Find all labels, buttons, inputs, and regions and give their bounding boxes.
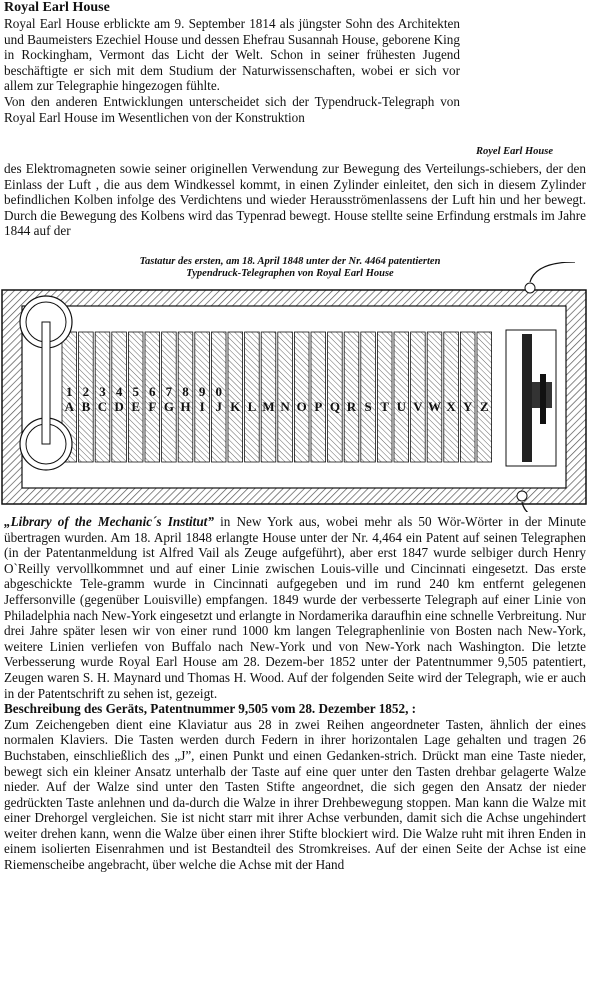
figure-caption-line-2: Typendruck-Telegraphen von Royal Earl House [186,268,394,279]
terminal-top [525,283,535,293]
digit-label: 7 [165,384,173,399]
letter-label: F [148,399,157,414]
right-mechanism [506,330,556,466]
digit-label: 1 [66,384,73,399]
letter-label: J [215,399,222,414]
letter-label: M [262,399,275,414]
paragraph-2-start: Von den anderen Entwicklungen unterscheidet sich der Typendruck-Telegraph von Royal Earl House im Wesentlichen von der Konstruktion [4,93,460,125]
page-title: Royal Earl House [4,0,110,15]
digit-label: 6 [149,384,156,399]
letter-label: G [163,399,174,414]
digit-label: 4 [115,384,123,399]
letter-label: P [314,399,323,414]
key-strip [228,332,243,462]
key-strip [444,332,459,462]
digit-label: 9 [198,384,206,399]
main-text-block [4,514,586,873]
letter-label: Y [463,399,473,414]
key-strip [477,332,492,462]
portrait-caption: Royel Earl House [476,146,554,157]
key-strip [261,332,276,462]
letter-label: T [380,399,390,414]
letter-label: O [296,399,307,414]
key-strip [245,332,260,462]
letter-label: H [180,399,191,414]
key-strip [278,332,293,462]
terminal-bottom [517,491,527,501]
letter-label: Z [479,399,489,414]
keyboard-illustration [0,262,590,512]
history-text: in New York aus, wobei mehr als 50 Wör-Wörter in der Minute übertragen wurden. Am 18. April 1848 erlangte House unter der Nr. 4,464 ein Patent auf seinen Telegraphen (in der Patentanmeldung ist Alfred Vail als Zeuge aufgeführt), aber erst 1847 wurde selbiger durch Henry O`Reilly vervollkommnet und auf einer Linie zwischen Louis-ville und Cincinnati eingesetzt. Das erste abgeschickte Tele-gramm wurde in Cincinnati aufgegeben und im rund 240 km entfernt gelegenen Jeffersonville (gegenüber Louisville) empfangen. 1849 wurde der verbesserte Telegraph auf einer Linie von Philadelphia nach New-York eingesetzt und erlangte in Nordamerika daraufhin eine schnelle Verbreitung. Nur drei Jahre später lesen wir von einer rund 1000 km langen Telegraphenlinie von Bosten nach New-York, weitere Linien verliefen von Buffalo nach New-York und von New-York nach Washington. Die letzte Verbesserung wurde Royal Earl House am 28. Dezem-ber 1852 unter der Patentnummer 9,505 patentiert, Zeugen waren S. H. Maynard und Thomas H. Wood. Auf der folgenden Seite wird der Telegraph, wie er auch in der Patentschrift zu sehen ist, gezeigt. [4,514,587,701]
key-strip [294,332,309,462]
digit-label: 2 [82,384,90,399]
digit-label: 0 [215,384,222,399]
intro-paragraph [4,16,460,125]
letter-label: S [364,399,372,414]
key-strip [328,332,343,462]
portrait-image [470,2,586,142]
letter-label: X [446,399,456,414]
paragraph-2-rest: des Elektromagneten sowie seiner originellen Verwendung zur Bewegung des Verteilungs-schiebers, der den Einlass der Luft , die aus dem Windkessel kommt, in einen Zylinder einleitet, den sich in diesem Zylinder befindlichen Kolben infolge des Verdichtens und wieder Herausströmenlassens der Luft hin und her bewegt. Durch die Bewegung des Kolbens wird das Typenrad bewegt. House stellte seine Erfindung erstmals im Jahre 1844 auf der [4,161,586,239]
figure-caption-line-1: Tastatur des ersten, am 18. April 1848 unter der Nr. 4464 patentierten [139,256,441,267]
section-subheading: Beschreibung des Geräts, Patentnummer 9,505 vom 28. Dezember 1852, : [4,701,417,717]
letter-label: Q [329,399,340,414]
key-strip [411,332,426,462]
key-strip [427,332,442,462]
letter-label: A [64,399,74,414]
key-strip [377,332,392,462]
digit-label: 3 [99,384,106,399]
letter-label: N [280,399,290,414]
letter-label: D [114,399,124,414]
letter-label: E [131,399,141,414]
description-text: Zum Zeichengeben dient eine Klaviatur aus 28 in zwei Reihen angeordneter Tasten, ähnlich der eines normalen Klaviers. Die Tasten werden durch Federn in ihrer horizontalen Lage gehalten und tragen 26 Buchstaben, einschließlich des „J”, einen Punkt und einen Gedanken-strich. Drückt man eine Taste nieder, bewegt sich ein kleiner Ansatz unterhalb der Taste auf eine quer unter den Tasten drehbar gelagerte Walze nieder. Auf der Walze sind unter den Tasten Stifte angeordnet, die sich gegen den Ansatz der nieder gedrückten Taste anlehnen und da-durch die Walze in ihrer Drehbewegung stoppen. Man kann die Walze mit einer Drehorgel vergleichen. Sie ist nicht starr mit ihrer Achse verbunden, damit sich die Achse ungehindert weiter drehen kann, wenn die Walze über einen ihrer Stifte blockiert wird. Die Walze ruht mit ihren Enden in einem isolierten Eisenrahmen und ist Bestandteil des Stromkreises. Auf der einen Seite der Achse ist eine Riemenscheibe angebracht, über welche die Achse mit der Hand [4,716,586,873]
letter-label: W [428,399,441,414]
letter-label: R [346,399,357,414]
key-strip [394,332,409,462]
letter-label: C [97,399,108,414]
letter-label: L [247,399,257,414]
digit-label: 8 [182,384,189,399]
intro-text: Royal Earl House erblickte am 9. September 1814 als jüngster Sohn des Architekten und Baumeisters Ezechiel House und dessen Ehefrau Susannah House, geborene King in Rockingham, Vermont das Licht der Welt. Schon in seiner frühesten Jugend beschäftigte er sich mit dem Studium der Naturwissenschaften, wobei er sich vor allem zur Telegraphie hingezogen fühlte. [4,16,460,94]
letter-label: K [230,399,241,414]
key-strip [460,332,475,462]
library-lead: „Library of the Mechanic´s Institut” [4,514,214,529]
key-strip [344,332,359,462]
digit-label: 5 [132,384,139,399]
letter-label: I [199,399,205,414]
letter-label: V [413,399,423,414]
letter-label: U [396,399,406,414]
key-strip [311,332,326,462]
cable-top [530,262,575,282]
key-strip [361,332,376,462]
letter-label: B [81,399,91,414]
